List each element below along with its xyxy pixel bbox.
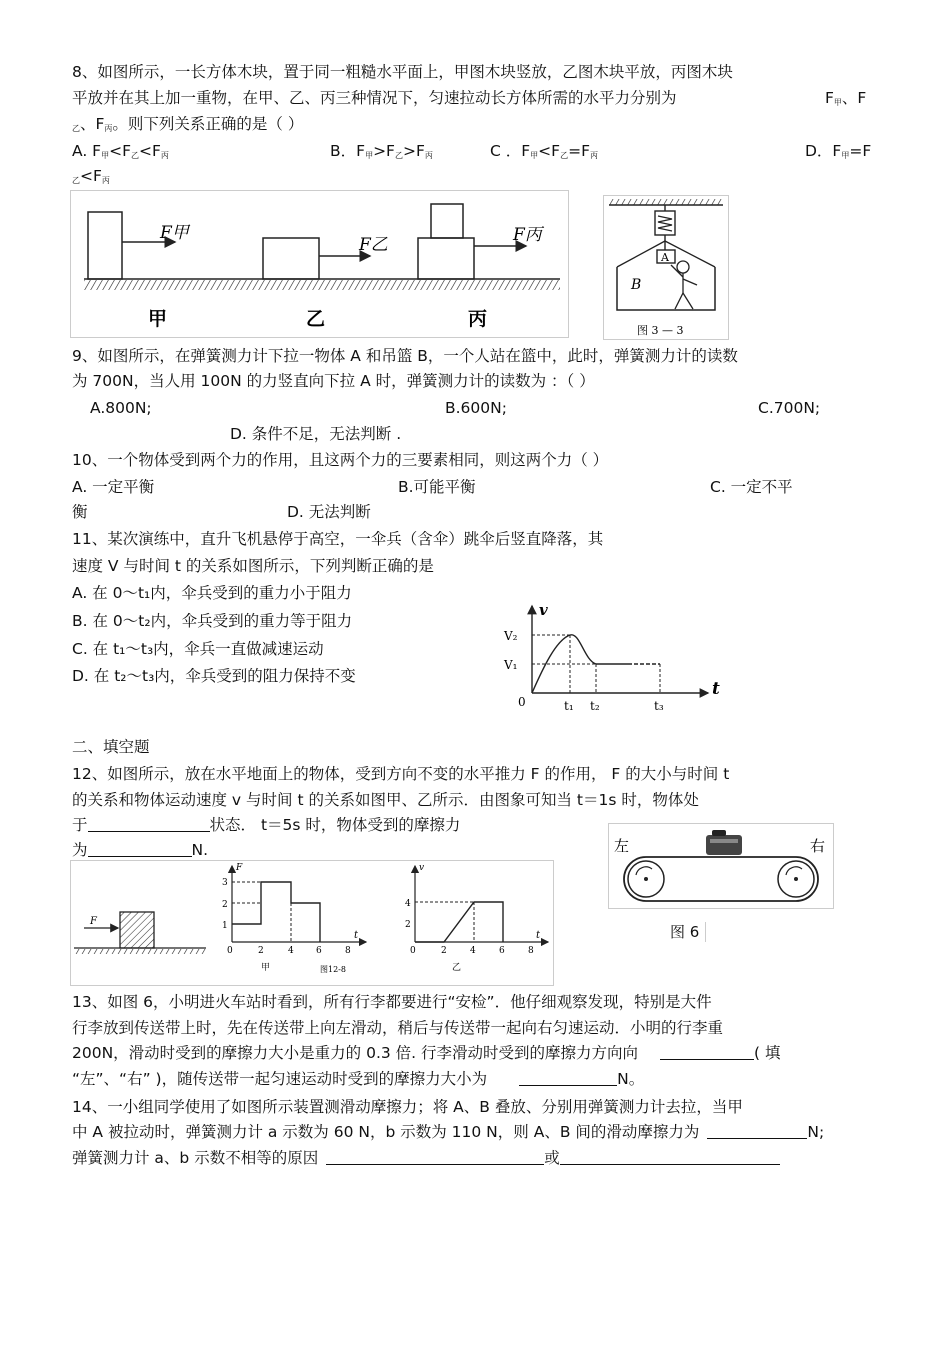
- conveyor-figure: [608, 823, 834, 909]
- y-tick-v2: V₂: [504, 629, 518, 643]
- g2-xtick-4: 4: [470, 946, 476, 956]
- block-bing: [418, 238, 474, 279]
- y-axis-label: v: [539, 601, 548, 619]
- q12-line4: 为 N.: [72, 841, 209, 859]
- q11-line2: 速度 V 与时间 t 的关系如图所示，下列判断正确的是: [72, 557, 434, 575]
- q9-option-c: C.700N;: [758, 399, 821, 417]
- q10-option-c-cont: 衡: [72, 503, 88, 521]
- g2-y-label: v: [419, 863, 425, 873]
- g1-x-label: t: [354, 930, 359, 941]
- origin-label: 0: [518, 695, 526, 709]
- force-label-yi: F乙: [359, 235, 388, 255]
- q12-line3: 于 状态． t＝5s 时，物体受到的摩擦力: [72, 816, 461, 834]
- q14-blank-reason1[interactable]: [326, 1149, 544, 1165]
- g1-xtick-0: 0: [227, 946, 233, 956]
- luggage: [706, 835, 742, 855]
- section-title: 二、填空题: [72, 738, 150, 756]
- block-jia: [88, 212, 122, 279]
- g2-ytick-4: 4: [405, 899, 411, 909]
- push-force-label: F: [90, 916, 97, 927]
- g2-label: 乙: [452, 963, 462, 973]
- basket-b-label: B: [631, 277, 642, 293]
- g1-ytick-1: 1: [222, 921, 228, 931]
- g1-xtick-6: 6: [316, 946, 322, 956]
- g2-ytick-2: 2: [405, 920, 411, 930]
- g1-xtick-4: 4: [288, 946, 294, 956]
- q11-option-b: B. 在 0～t₂内，伞兵受到的重力等于阻力: [72, 612, 353, 630]
- q14-line2: 中 A 被拉动时，弹簧测力计 a 示数为 60 N，b 示数为 110 N，则 A、B 间的滑动摩擦力为 N;: [72, 1123, 825, 1141]
- conveyor-right-label: 右: [810, 837, 826, 855]
- g2-xtick-2: 2: [441, 946, 447, 956]
- q13-line1: 13、如图 6，小明进火车站时看到，所有行李都要进行“安检”．他仔细观察发现，特别是大件: [72, 993, 712, 1011]
- g1-label: 甲: [261, 963, 271, 973]
- q8-line1: 8、如图所示，一长方体木块，置于同一粗糙水平面上，甲图木块竖放，乙图木块平放，丙图木块: [72, 63, 733, 81]
- q9-line2: 为 700N，当人用 100N 的力竖直向下拉 A 时，弹簧测力计的读数为 ：（ ）: [72, 372, 595, 390]
- force-label-bing: F丙: [513, 225, 542, 245]
- object-a-label: A: [661, 251, 669, 264]
- q12-figure: [70, 860, 554, 986]
- q14-line3: 弹簧测力计 a、b 示数不相等的原因 或: [72, 1148, 780, 1168]
- q9-option-b: B.600N;: [445, 399, 507, 417]
- conveyor-belt: [624, 857, 818, 901]
- q13-line3: 200N，滑动时受到的摩擦力大小是重力的 0.3 倍. 行李滑动时受到的摩擦力方向向 ( 填: [72, 1044, 781, 1062]
- fig-label-bing: 丙: [468, 308, 488, 330]
- q8-figure: [70, 190, 570, 338]
- g2-xtick-8: 8: [528, 946, 534, 956]
- force-time-line: [232, 882, 320, 942]
- q10-option-b: B.可能平衡: [398, 478, 476, 496]
- g1-xtick-2: 2: [258, 946, 264, 956]
- q11-line1: 11、某次演练中，直升飞机悬停于高空，一伞兵（含伞）跳伞后竖直降落，其: [72, 530, 604, 548]
- q12-line2: 的关系和物体运动速度 v 与时间 t 的关系如图甲、乙所示．由图象可知当 t＝1s 时，物体处: [72, 791, 699, 809]
- x-tick-t3: t₃: [654, 699, 664, 713]
- g2-x-label: t: [536, 930, 541, 941]
- q10-option-a: A. 一定平衡: [72, 478, 155, 496]
- q13-blank-direction[interactable]: [660, 1044, 754, 1060]
- block-yi: [263, 238, 319, 279]
- x-tick-t1: t₁: [564, 699, 574, 713]
- q11-option-a: A. 在 0～t₁内，伞兵受到的重力小于阻力: [72, 584, 352, 602]
- q8-line2: 平放并在其上加一重物，在甲、乙、丙三种情况下，匀速拉动长方体所需的水平力分别为: [72, 89, 677, 107]
- velocity-time-line: [415, 902, 503, 942]
- q10-option-c: C. 一定不平: [710, 478, 793, 496]
- q13-line2: 行李放到传送带上时，先在传送带上向左滑动，稍后与传送带一起向右匀速运动．小明的行李重: [72, 1019, 724, 1037]
- q14-blank-friction[interactable]: [707, 1123, 807, 1139]
- q11-option-c: C. 在 t₁～t₃内，伞兵一直做减速运动: [72, 640, 324, 658]
- q14-blank-reason2[interactable]: [560, 1149, 780, 1165]
- g1-y-label: F: [236, 863, 243, 873]
- q9-figure: [603, 195, 729, 340]
- y-tick-v1: V₁: [504, 658, 518, 672]
- g2-xtick-6: 6: [499, 946, 505, 956]
- q14-line1: 14、一小组同学使用了如图所示装置测滑动摩擦力；将 A、B 叠放、分别用弹簧测力计去拉，当甲: [72, 1098, 743, 1116]
- q9-fig-caption: 图 3 — 3: [637, 324, 684, 337]
- q11-option-d: D. 在 t₂～t₃内，伞兵受到的阻力保持不变: [72, 667, 356, 685]
- q8-option-b: B．$F_甲>F_乙>F_丙$: [330, 142, 433, 160]
- q9-option-a: A.800N;: [90, 399, 152, 417]
- q11-vt-graph: [498, 598, 728, 718]
- q9-option-d: D. 条件不足，无法判断 .: [230, 425, 402, 443]
- q12-blank-friction[interactable]: [88, 841, 192, 857]
- q8-line3: $_乙$、$F_丙$。则下列关系正确的是（ ）: [72, 115, 304, 133]
- pushed-block: [120, 912, 154, 948]
- x-axis-label: t: [712, 679, 720, 699]
- weight-bing: [431, 204, 463, 238]
- q13-line4: “左”、“右” )，随传送带一起匀速运动时受到的摩擦力大小为 N。: [72, 1070, 645, 1088]
- fig-label-yi: 乙: [306, 308, 326, 330]
- q10-option-d: D. 无法判断: [287, 503, 371, 521]
- q8-force-list: $F_甲$、F: [825, 89, 867, 107]
- q8-option-d: D．$F_甲=F$: [805, 142, 872, 160]
- q8-option-a: A. $F_甲<F_乙<F_丙$: [72, 142, 169, 160]
- g2-xtick-0: 0: [410, 946, 416, 956]
- g1-ytick-3: 3: [222, 878, 228, 888]
- force-label-jia: F甲: [160, 223, 189, 243]
- q12-fig-caption: 图12-8: [320, 965, 346, 974]
- fig-label-jia: 甲: [148, 308, 168, 330]
- q10-line1: 10、一个物体受到两个力的作用，且这两个力的三要素相同，则这两个力（ ）: [72, 451, 609, 469]
- q8-option-d-cont: $_乙<F_丙$: [72, 167, 110, 185]
- g1-xtick-8: 8: [345, 946, 351, 956]
- g1-ytick-2: 2: [222, 900, 228, 910]
- q13-blank-friction[interactable]: [519, 1070, 617, 1086]
- q12-line1: 12、如图所示，放在水平地面上的物体，受到方向不变的水平推力 F 的作用， F 的大小与时间 t: [72, 765, 730, 783]
- q9-line1: 9、如图所示，在弹簧测力计下拉一物体 A 和吊篮 B，一个人站在篮中，此时，弹簧测力计的读数: [72, 347, 738, 365]
- conveyor-caption: 图 6: [670, 922, 706, 942]
- q8-option-c: C ．$F_甲<F_乙=F_丙$: [490, 142, 598, 160]
- x-tick-t2: t₂: [590, 699, 600, 713]
- q12-blank-state[interactable]: [88, 816, 210, 832]
- conveyor-left-label: 左: [614, 837, 630, 855]
